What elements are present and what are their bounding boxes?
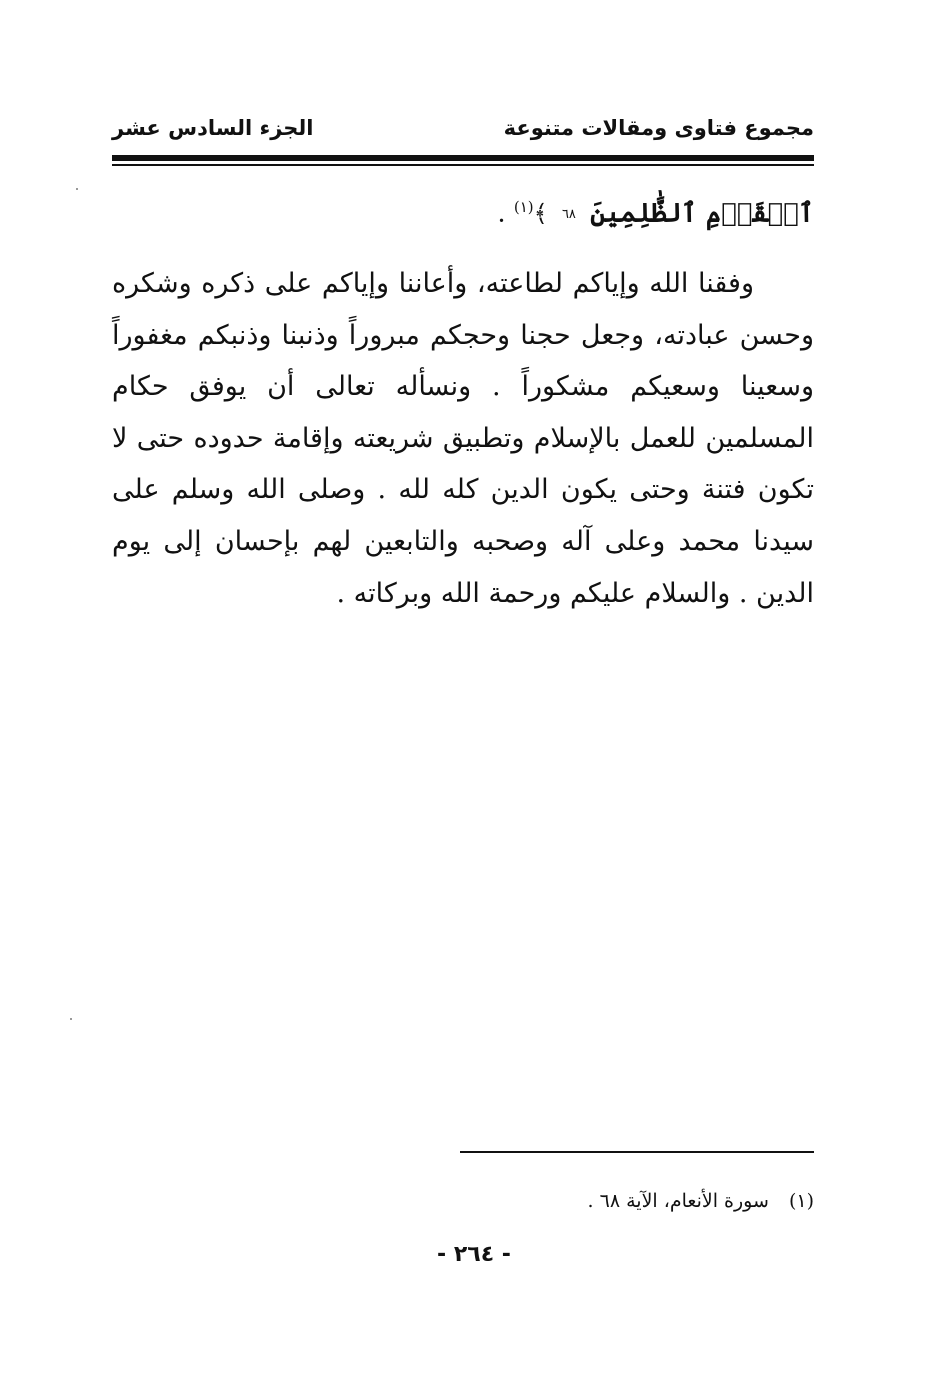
footnote-reference: (١) [513,198,534,216]
header-rule-thin [112,164,814,166]
footnote-separator [460,1151,814,1153]
footnote-text: سورة الأنعام، الآية ٦٨ . [587,1190,769,1212]
footnote-number: (١) [788,1190,814,1212]
volume-label: الجزء السادس عشر [112,116,314,140]
scan-speck [70,1018,72,1020]
header-rule-thick [112,155,814,161]
footnote [588,1190,814,1212]
book-title: مجموع فتاوى ومقالات متنوعة [503,116,814,140]
verse-text: ٱلۡقَوۡمِ ٱلظَّٰلِمِينَ [590,198,814,229]
scan-speck [76,188,78,190]
running-header [112,116,814,150]
verse-closing-bracket: ﴾ [533,199,548,228]
quran-verse-ending [497,198,814,229]
page-number: - ٢٦٤ - [437,1242,511,1267]
body-paragraph: وفقنا الله وإياكم لطاعته، وأعاننا وإياكم على ذكره وشكره وحسن عبادته، وجعل حجنا وحجكم مبروراً وذنبنا وذنبكم مغفوراً وسعينا وسعيكم مشكوراً . ونسأله تعالى أن يوفق حكام المسلمين للعمل بالإسلام وتطبيق شريعته وإقامة حدوده حتى لا تكون فتنة وحتى يكون الدين كله لله . وصلى الله وسلم على سيدنا محمد وعلى آله وصحبه والتابعين لهم بإحسان إلى يوم الدين . والسلام عليكم ورحمة الله وبركاته . [112,268,814,609]
ayah-number-marker: ٦٨ [561,207,576,223]
verse-period: . [497,198,506,229]
body-paragraph-container [112,258,814,619]
